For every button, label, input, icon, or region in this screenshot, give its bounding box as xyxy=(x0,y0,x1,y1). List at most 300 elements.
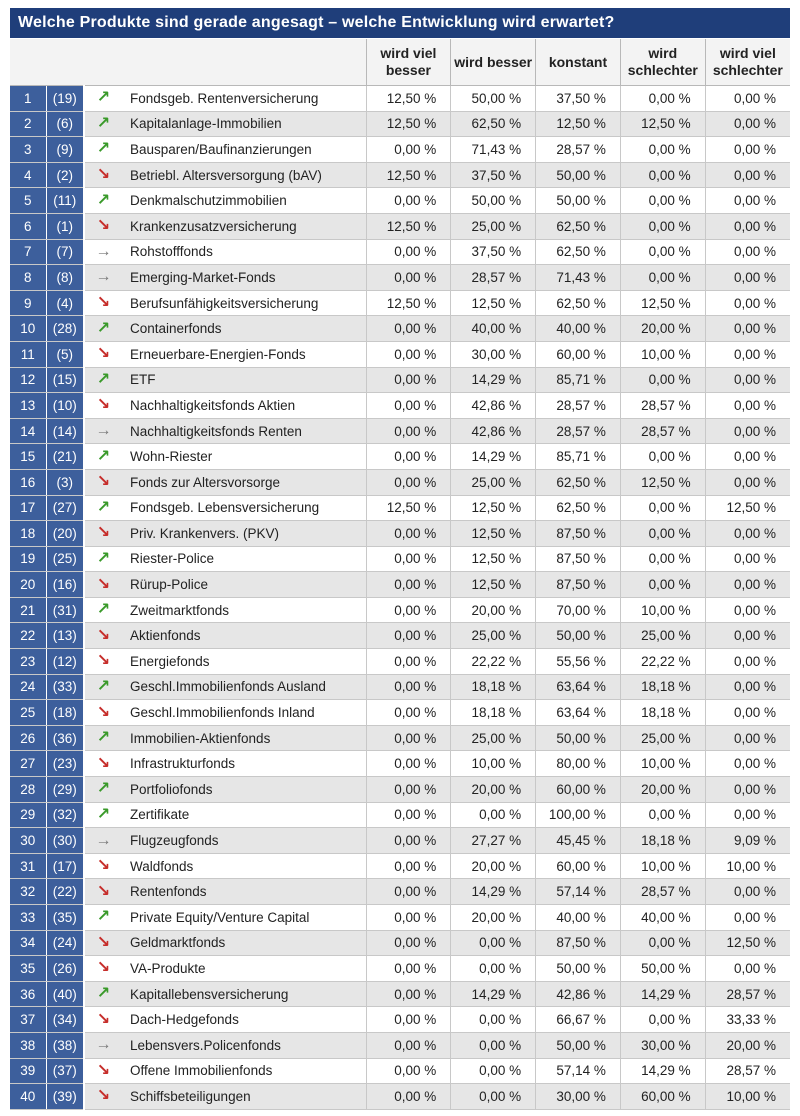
percent-cell: 40,00 % xyxy=(451,316,536,342)
percent-cell: 0,00 % xyxy=(705,444,790,470)
table-row xyxy=(10,802,790,828)
rank-cell: 3 xyxy=(10,137,46,163)
trend-down-arrow-icon: ↘ xyxy=(96,345,111,363)
percent-cell: 0,00 % xyxy=(366,751,451,777)
rank-cell: 23 xyxy=(10,649,46,675)
ranking-table xyxy=(10,39,790,1110)
product-name-cell: Kapitallebensversicherung xyxy=(122,981,366,1007)
trend-down-arrow-icon: ↘ xyxy=(96,1061,111,1079)
previous-rank-cell: (25) xyxy=(46,546,84,572)
trend-up-arrow-icon: ↗ xyxy=(96,370,111,388)
trend-cell xyxy=(84,751,122,777)
percent-cell: 0,00 % xyxy=(705,137,790,163)
header-konstant: konstant xyxy=(536,39,621,86)
product-name-cell: Rentenfonds xyxy=(122,879,366,905)
table-row xyxy=(10,649,790,675)
product-name-cell: Bausparen/Baufinanzierungen xyxy=(122,137,366,163)
percent-cell: 62,50 % xyxy=(536,290,621,316)
percent-cell: 87,50 % xyxy=(536,930,621,956)
table-row xyxy=(10,444,790,470)
percent-cell: 20,00 % xyxy=(451,597,536,623)
percent-cell: 0,00 % xyxy=(705,367,790,393)
rank-cell: 31 xyxy=(10,853,46,879)
product-name-cell: Containerfonds xyxy=(122,316,366,342)
percent-cell: 28,57 % xyxy=(620,418,705,444)
rank-cell: 36 xyxy=(10,981,46,1007)
rank-cell: 26 xyxy=(10,725,46,751)
percent-cell: 40,00 % xyxy=(536,316,621,342)
previous-rank-cell: (21) xyxy=(46,444,84,470)
percent-cell: 0,00 % xyxy=(620,265,705,291)
percent-cell: 0,00 % xyxy=(705,674,790,700)
product-name-cell: Denkmalschutzimmobilien xyxy=(122,188,366,214)
percent-cell: 0,00 % xyxy=(366,725,451,751)
percent-cell: 10,00 % xyxy=(620,597,705,623)
product-name-cell: Berufsunfähigkeitsversicherung xyxy=(122,290,366,316)
rank-cell: 17 xyxy=(10,495,46,521)
table-row xyxy=(10,1032,790,1058)
trend-up-arrow-icon: ↗ xyxy=(96,89,111,107)
percent-cell: 62,50 % xyxy=(451,111,536,137)
percent-cell: 0,00 % xyxy=(705,213,790,239)
table-row xyxy=(10,239,790,265)
percent-cell: 22,22 % xyxy=(620,649,705,675)
product-name-cell: Rohstofffonds xyxy=(122,239,366,265)
table-row xyxy=(10,674,790,700)
trend-down-arrow-icon: ↘ xyxy=(96,882,111,900)
table-row xyxy=(10,393,790,419)
header-wird-viel-schlechter: wird viel schlechter xyxy=(705,39,790,86)
percent-cell: 0,00 % xyxy=(366,137,451,163)
previous-rank-cell: (34) xyxy=(46,1007,84,1033)
percent-cell: 0,00 % xyxy=(366,700,451,726)
percent-cell: 12,50 % xyxy=(366,495,451,521)
rank-cell: 20 xyxy=(10,572,46,598)
percent-cell: 0,00 % xyxy=(451,802,536,828)
rank-cell: 4 xyxy=(10,162,46,188)
percent-cell: 20,00 % xyxy=(705,1032,790,1058)
rank-cell: 12 xyxy=(10,367,46,393)
percent-cell: 60,00 % xyxy=(536,853,621,879)
percent-cell: 27,27 % xyxy=(451,828,536,854)
percent-cell: 63,64 % xyxy=(536,700,621,726)
previous-rank-cell: (40) xyxy=(46,981,84,1007)
percent-cell: 40,00 % xyxy=(620,905,705,931)
percent-cell: 0,00 % xyxy=(620,444,705,470)
percent-cell: 28,57 % xyxy=(620,393,705,419)
percent-cell: 50,00 % xyxy=(536,162,621,188)
percent-cell: 0,00 % xyxy=(705,751,790,777)
trend-cell xyxy=(84,111,122,137)
percent-cell: 12,50 % xyxy=(705,930,790,956)
previous-rank-cell: (26) xyxy=(46,956,84,982)
percent-cell: 28,57 % xyxy=(705,981,790,1007)
rank-cell: 6 xyxy=(10,213,46,239)
percent-cell: 10,00 % xyxy=(620,751,705,777)
product-name-cell: Portfoliofonds xyxy=(122,777,366,803)
table-row xyxy=(10,623,790,649)
percent-cell: 62,50 % xyxy=(536,469,621,495)
trend-up-arrow-icon: ↗ xyxy=(96,319,111,337)
percent-cell: 0,00 % xyxy=(366,469,451,495)
percent-cell: 0,00 % xyxy=(451,1032,536,1058)
trend-cell xyxy=(84,341,122,367)
percent-cell: 0,00 % xyxy=(705,86,790,112)
previous-rank-cell: (9) xyxy=(46,137,84,163)
percent-cell: 62,50 % xyxy=(536,495,621,521)
percent-cell: 0,00 % xyxy=(451,1058,536,1084)
percent-cell: 9,09 % xyxy=(705,828,790,854)
product-name-cell: Flugzeugfonds xyxy=(122,828,366,854)
percent-cell: 12,50 % xyxy=(451,521,536,547)
trend-flat-arrow-icon: → xyxy=(95,268,112,286)
previous-rank-cell: (27) xyxy=(46,495,84,521)
percent-cell: 0,00 % xyxy=(620,137,705,163)
percent-cell: 60,00 % xyxy=(620,1084,705,1110)
table-row xyxy=(10,1058,790,1084)
trend-up-arrow-icon: ↗ xyxy=(96,805,111,823)
rank-cell: 2 xyxy=(10,111,46,137)
previous-rank-cell: (30) xyxy=(46,828,84,854)
percent-cell: 0,00 % xyxy=(366,367,451,393)
previous-rank-cell: (35) xyxy=(46,905,84,931)
percent-cell: 37,50 % xyxy=(451,239,536,265)
trend-flat-arrow-icon: → xyxy=(95,1036,112,1054)
table-row xyxy=(10,111,790,137)
percent-cell: 12,50 % xyxy=(366,111,451,137)
percent-cell: 0,00 % xyxy=(620,86,705,112)
trend-up-arrow-icon: ↗ xyxy=(96,447,111,465)
table-row xyxy=(10,546,790,572)
trend-up-arrow-icon: ↗ xyxy=(96,549,111,567)
percent-cell: 100,00 % xyxy=(536,802,621,828)
percent-cell: 85,71 % xyxy=(536,367,621,393)
trend-up-arrow-icon: ↗ xyxy=(96,191,111,209)
percent-cell: 0,00 % xyxy=(366,879,451,905)
percent-cell: 45,45 % xyxy=(536,828,621,854)
percent-cell: 0,00 % xyxy=(366,623,451,649)
previous-rank-cell: (3) xyxy=(46,469,84,495)
percent-cell: 25,00 % xyxy=(451,623,536,649)
percent-cell: 87,50 % xyxy=(536,521,621,547)
rank-cell: 14 xyxy=(10,418,46,444)
percent-cell: 0,00 % xyxy=(620,495,705,521)
table-row xyxy=(10,521,790,547)
percent-cell: 50,00 % xyxy=(451,86,536,112)
trend-cell xyxy=(84,725,122,751)
percent-cell: 57,14 % xyxy=(536,879,621,905)
previous-rank-cell: (38) xyxy=(46,1032,84,1058)
previous-rank-cell: (33) xyxy=(46,674,84,700)
trend-cell xyxy=(84,444,122,470)
percent-cell: 28,57 % xyxy=(536,393,621,419)
percent-cell: 0,00 % xyxy=(366,572,451,598)
trend-cell xyxy=(84,316,122,342)
previous-rank-cell: (13) xyxy=(46,623,84,649)
trend-cell xyxy=(84,700,122,726)
percent-cell: 25,00 % xyxy=(451,213,536,239)
trend-up-arrow-icon: ↗ xyxy=(96,114,111,132)
trend-cell xyxy=(84,162,122,188)
trend-down-arrow-icon: ↘ xyxy=(96,396,111,414)
product-name-cell: Priv. Krankenvers. (PKV) xyxy=(122,521,366,547)
percent-cell: 55,56 % xyxy=(536,649,621,675)
trend-down-arrow-icon: ↘ xyxy=(96,959,111,977)
percent-cell: 20,00 % xyxy=(451,853,536,879)
percent-cell: 0,00 % xyxy=(705,418,790,444)
trend-cell xyxy=(84,137,122,163)
product-name-cell: Private Equity/Venture Capital xyxy=(122,905,366,931)
percent-cell: 10,00 % xyxy=(705,853,790,879)
percent-cell: 28,57 % xyxy=(536,137,621,163)
percent-cell: 70,00 % xyxy=(536,597,621,623)
percent-cell: 0,00 % xyxy=(705,905,790,931)
percent-cell: 0,00 % xyxy=(366,341,451,367)
trend-cell xyxy=(84,418,122,444)
table-row xyxy=(10,1007,790,1033)
rank-cell: 18 xyxy=(10,521,46,547)
trend-cell xyxy=(84,828,122,854)
percent-cell: 12,50 % xyxy=(451,495,536,521)
product-name-cell: Geschl.Immobilienfonds Inland xyxy=(122,700,366,726)
percent-cell: 0,00 % xyxy=(451,956,536,982)
percent-cell: 0,00 % xyxy=(705,469,790,495)
percent-cell: 14,29 % xyxy=(451,981,536,1007)
percent-cell: 0,00 % xyxy=(705,597,790,623)
rank-cell: 9 xyxy=(10,290,46,316)
percent-cell: 0,00 % xyxy=(366,393,451,419)
rank-cell: 5 xyxy=(10,188,46,214)
product-name-cell: Riester-Police xyxy=(122,546,366,572)
rank-cell: 33 xyxy=(10,905,46,931)
percent-cell: 18,18 % xyxy=(620,674,705,700)
percent-cell: 0,00 % xyxy=(620,802,705,828)
rank-cell: 1 xyxy=(10,86,46,112)
percent-cell: 0,00 % xyxy=(705,546,790,572)
percent-cell: 0,00 % xyxy=(705,777,790,803)
trend-down-arrow-icon: ↘ xyxy=(96,166,111,184)
percent-cell: 20,00 % xyxy=(620,316,705,342)
table-row xyxy=(10,495,790,521)
product-name-cell: Kapitalanlage-Immobilien xyxy=(122,111,366,137)
product-name-cell: Dach-Hedgefonds xyxy=(122,1007,366,1033)
previous-rank-cell: (24) xyxy=(46,930,84,956)
header-blank xyxy=(10,39,366,86)
previous-rank-cell: (31) xyxy=(46,597,84,623)
percent-cell: 0,00 % xyxy=(620,213,705,239)
table-title: Welche Produkte sind gerade angesagt – welche Entwicklung wird erwartet? xyxy=(10,8,790,38)
product-name-cell: Rürup-Police xyxy=(122,572,366,598)
percent-cell: 12,50 % xyxy=(620,111,705,137)
percent-cell: 0,00 % xyxy=(366,265,451,291)
percent-cell: 0,00 % xyxy=(366,1084,451,1110)
percent-cell: 12,50 % xyxy=(451,290,536,316)
percent-cell: 42,86 % xyxy=(451,393,536,419)
table-row xyxy=(10,905,790,931)
table-row xyxy=(10,956,790,982)
previous-rank-cell: (14) xyxy=(46,418,84,444)
rank-cell: 15 xyxy=(10,444,46,470)
percent-cell: 33,33 % xyxy=(705,1007,790,1033)
trend-down-arrow-icon: ↘ xyxy=(96,933,111,951)
percent-cell: 0,00 % xyxy=(705,802,790,828)
percent-cell: 0,00 % xyxy=(620,521,705,547)
percent-cell: 0,00 % xyxy=(451,1084,536,1110)
percent-cell: 42,86 % xyxy=(536,981,621,1007)
trend-down-arrow-icon: ↘ xyxy=(96,575,111,593)
trend-down-arrow-icon: ↘ xyxy=(96,652,111,670)
product-name-cell: Offene Immobilienfonds xyxy=(122,1058,366,1084)
percent-cell: 37,50 % xyxy=(451,162,536,188)
percent-cell: 14,29 % xyxy=(620,981,705,1007)
percent-cell: 0,00 % xyxy=(366,649,451,675)
percent-cell: 66,67 % xyxy=(536,1007,621,1033)
trend-flat-arrow-icon: → xyxy=(95,831,112,849)
rank-cell: 11 xyxy=(10,341,46,367)
product-name-cell: Wohn-Riester xyxy=(122,444,366,470)
previous-rank-cell: (15) xyxy=(46,367,84,393)
percent-cell: 14,29 % xyxy=(620,1058,705,1084)
percent-cell: 0,00 % xyxy=(620,188,705,214)
percent-cell: 0,00 % xyxy=(705,572,790,598)
table-row xyxy=(10,265,790,291)
percent-cell: 0,00 % xyxy=(705,188,790,214)
rank-cell: 13 xyxy=(10,393,46,419)
percent-cell: 25,00 % xyxy=(451,725,536,751)
previous-rank-cell: (7) xyxy=(46,239,84,265)
previous-rank-cell: (11) xyxy=(46,188,84,214)
percent-cell: 42,86 % xyxy=(451,418,536,444)
previous-rank-cell: (23) xyxy=(46,751,84,777)
table-row xyxy=(10,1084,790,1110)
percent-cell: 0,00 % xyxy=(705,956,790,982)
percent-cell: 0,00 % xyxy=(705,725,790,751)
previous-rank-cell: (17) xyxy=(46,853,84,879)
table-row xyxy=(10,341,790,367)
previous-rank-cell: (39) xyxy=(46,1084,84,1110)
trend-cell xyxy=(84,213,122,239)
percent-cell: 12,50 % xyxy=(620,290,705,316)
previous-rank-cell: (32) xyxy=(46,802,84,828)
rank-cell: 29 xyxy=(10,802,46,828)
percent-cell: 14,29 % xyxy=(451,444,536,470)
percent-cell: 28,57 % xyxy=(620,879,705,905)
product-name-cell: Waldfonds xyxy=(122,853,366,879)
percent-cell: 0,00 % xyxy=(705,111,790,137)
rank-cell: 30 xyxy=(10,828,46,854)
percent-cell: 0,00 % xyxy=(705,290,790,316)
previous-rank-cell: (28) xyxy=(46,316,84,342)
trend-cell xyxy=(84,930,122,956)
percent-cell: 18,18 % xyxy=(620,828,705,854)
percent-cell: 0,00 % xyxy=(366,828,451,854)
percent-cell: 0,00 % xyxy=(366,956,451,982)
percent-cell: 0,00 % xyxy=(366,521,451,547)
percent-cell: 0,00 % xyxy=(620,930,705,956)
product-name-cell: Fondsgeb. Rentenversicherung xyxy=(122,86,366,112)
percent-cell: 0,00 % xyxy=(705,879,790,905)
percent-cell: 22,22 % xyxy=(451,649,536,675)
percent-cell: 60,00 % xyxy=(536,777,621,803)
previous-rank-cell: (1) xyxy=(46,213,84,239)
percent-cell: 0,00 % xyxy=(366,418,451,444)
trend-cell xyxy=(84,1032,122,1058)
percent-cell: 63,64 % xyxy=(536,674,621,700)
percent-cell: 50,00 % xyxy=(536,188,621,214)
header-wird-viel-besser: wird viel besser xyxy=(366,39,451,86)
previous-rank-cell: (12) xyxy=(46,649,84,675)
percent-cell: 0,00 % xyxy=(366,930,451,956)
percent-cell: 0,00 % xyxy=(705,623,790,649)
trend-flat-arrow-icon: → xyxy=(95,422,112,440)
table-row xyxy=(10,469,790,495)
previous-rank-cell: (29) xyxy=(46,777,84,803)
percent-cell: 0,00 % xyxy=(620,239,705,265)
trend-cell xyxy=(84,290,122,316)
previous-rank-cell: (10) xyxy=(46,393,84,419)
trend-cell xyxy=(84,905,122,931)
percent-cell: 50,00 % xyxy=(536,1032,621,1058)
percent-cell: 0,00 % xyxy=(366,316,451,342)
product-name-cell: Lebensvers.Policenfonds xyxy=(122,1032,366,1058)
previous-rank-cell: (8) xyxy=(46,265,84,291)
header-wird-besser: wird besser xyxy=(451,39,536,86)
trend-cell xyxy=(84,597,122,623)
product-name-cell: Geldmarktfonds xyxy=(122,930,366,956)
table-row xyxy=(10,137,790,163)
percent-cell: 25,00 % xyxy=(620,725,705,751)
table-row xyxy=(10,213,790,239)
table-row xyxy=(10,879,790,905)
previous-rank-cell: (20) xyxy=(46,521,84,547)
product-name-cell: Nachhaltigkeitsfonds Aktien xyxy=(122,393,366,419)
trend-cell xyxy=(84,1084,122,1110)
table-row xyxy=(10,981,790,1007)
percent-cell: 50,00 % xyxy=(536,956,621,982)
percent-cell: 0,00 % xyxy=(366,1058,451,1084)
trend-cell xyxy=(84,265,122,291)
trend-down-arrow-icon: ↘ xyxy=(96,294,111,312)
rank-cell: 22 xyxy=(10,623,46,649)
percent-cell: 0,00 % xyxy=(620,546,705,572)
previous-rank-cell: (2) xyxy=(46,162,84,188)
previous-rank-cell: (37) xyxy=(46,1058,84,1084)
table-row xyxy=(10,188,790,214)
percent-cell: 10,00 % xyxy=(705,1084,790,1110)
percent-cell: 20,00 % xyxy=(451,905,536,931)
percent-cell: 20,00 % xyxy=(620,777,705,803)
percent-cell: 0,00 % xyxy=(366,853,451,879)
rank-cell: 19 xyxy=(10,546,46,572)
percent-cell: 30,00 % xyxy=(536,1084,621,1110)
trend-down-arrow-icon: ↘ xyxy=(96,1010,111,1028)
trend-down-arrow-icon: ↘ xyxy=(96,524,111,542)
percent-cell: 28,57 % xyxy=(536,418,621,444)
table-body xyxy=(10,86,790,1110)
product-name-cell: Fonds zur Altersvorsorge xyxy=(122,469,366,495)
product-name-cell: Zweitmarktfonds xyxy=(122,597,366,623)
rank-cell: 21 xyxy=(10,597,46,623)
percent-cell: 0,00 % xyxy=(366,1007,451,1033)
percent-cell: 30,00 % xyxy=(620,1032,705,1058)
table-row xyxy=(10,777,790,803)
percent-cell: 0,00 % xyxy=(705,521,790,547)
percent-cell: 0,00 % xyxy=(705,700,790,726)
previous-rank-cell: (36) xyxy=(46,725,84,751)
product-name-cell: Zertifikate xyxy=(122,802,366,828)
percent-cell: 50,00 % xyxy=(451,188,536,214)
header-row xyxy=(10,39,790,86)
